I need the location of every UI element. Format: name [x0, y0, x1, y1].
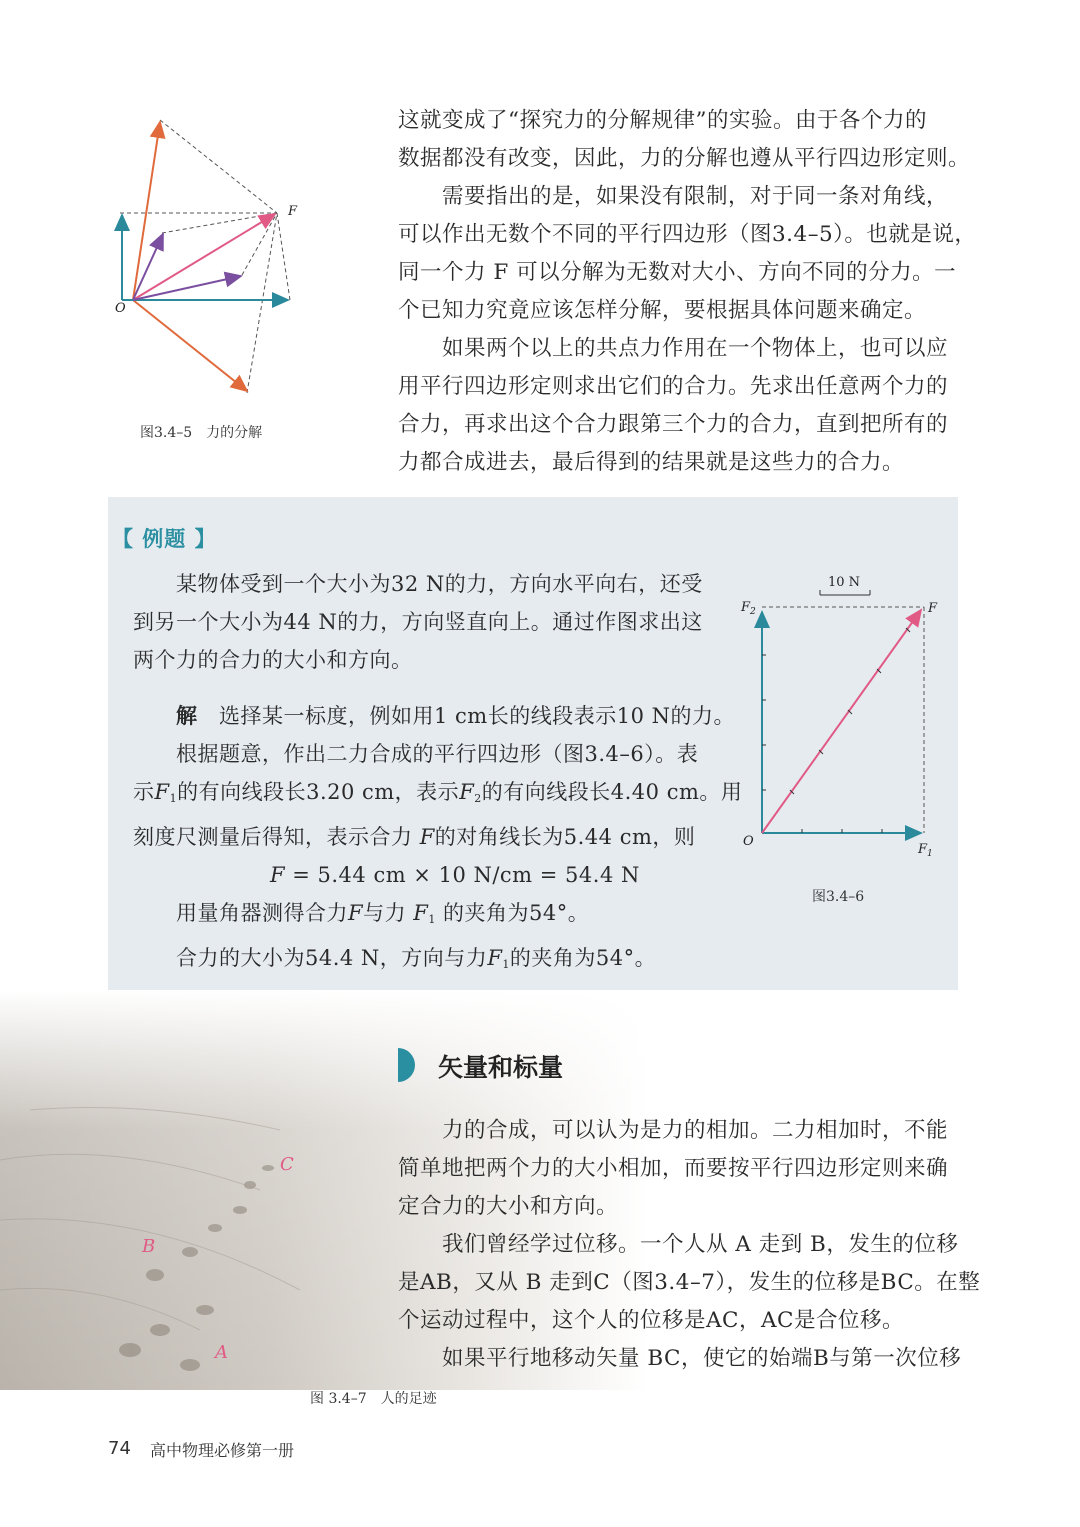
text-line: 力都合成进去，最后得到的结果就是这些力的合力。	[398, 450, 905, 475]
text-line: 定合力的大小和方向。	[398, 1194, 619, 1219]
solution-label: 解	[176, 704, 198, 728]
resultant-force-arrow	[133, 214, 275, 300]
text-line: 合力，再求出这个合力跟第三个力的合力，直到把所有的	[398, 412, 949, 437]
text-line: 个已知力究竟应该怎样分解，要根据具体问题来确定。	[398, 298, 927, 323]
equation: F = 5.44 cm × 10 N/cm = 54.4 N	[270, 863, 640, 887]
svg-text:10 N: 10 N	[828, 575, 861, 590]
page-number: 74	[108, 1438, 131, 1459]
label-F2: $F_2$	[741, 600, 756, 617]
text-line: 用平行四边形定则求出它们的合力。先求出任意两个力的	[398, 374, 949, 399]
text-line: 某物体受到一个大小为32 N的力，方向水平向右，还受	[133, 572, 703, 596]
text-line: 同一个力 F 可以分解为无数对大小、方向不同的分力。一	[398, 260, 957, 285]
text-line: 个运动过程中，这个人的位移是AC，AC是合位移。	[398, 1308, 904, 1333]
text-line: 需要指出的是，如果没有限制，对于同一条对角线，	[398, 184, 949, 209]
label-O: O	[743, 834, 754, 849]
text-line: 如果两个以上的共点力作用在一个物体上，也可以应	[398, 336, 949, 361]
text-line: 简单地把两个力的大小相加，而要按平行四边形定则来确	[398, 1156, 949, 1181]
component-purple-lower	[133, 276, 241, 300]
section-marker-icon	[398, 1048, 424, 1082]
text-line: 刻度尺测量后得知，表示合力 F的对角线长为5.44 cm，则	[133, 825, 696, 849]
text-line: 到另一个大小为44 N的力，方向竖直向上。通过作图求出这	[133, 610, 703, 634]
text-line: 解 选择某一标度，例如用1 cm长的线段表示10 N的力。	[176, 704, 735, 728]
figure-caption-3-4-7: 图 3.4–7 人的足迹	[310, 1391, 437, 1407]
text-line: 这就变成了“探究力的分解规律”的实验。由于各个力的	[398, 108, 927, 133]
text-line: 我们曾经学过位移。一个人从 A 走到 B，发生的位移	[398, 1232, 959, 1257]
intro-text	[398, 102, 976, 482]
text-line: 力的合成，可以认为是力的相加。二力相加时，不能	[398, 1118, 949, 1143]
label-C: C	[280, 1154, 294, 1175]
text-line: 是AB，又从 B 走到C（图3.4–7），发生的位移是BC。在整	[398, 1270, 981, 1295]
label-F1: $F_1$	[918, 842, 933, 859]
figure-force-decomposition	[105, 105, 320, 405]
label-F: F	[288, 204, 298, 219]
label-F: F	[928, 601, 938, 616]
figure-caption-3-4-6: 图3.4–6	[812, 889, 865, 905]
text-line: 根据题意，作出二力合成的平行四边形（图3.4–6）。表	[133, 742, 699, 766]
example-tab-edge	[300, 497, 340, 519]
label-B: B	[142, 1236, 156, 1257]
arrow-F	[762, 610, 921, 833]
text-line: 数据都没有改变，因此，力的分解也遵从平行四边形定则。	[398, 146, 971, 171]
component-orange-up	[133, 122, 160, 300]
figure-caption-3-4-5: 图3.4–5 力的分解	[140, 425, 263, 441]
text-line: 示$F_1$的有向线段长3.20 cm，表示$F_2$的有向线段长4.40 cm。用	[133, 780, 743, 805]
vector-text	[398, 1112, 980, 1378]
figure-force-composition	[735, 565, 955, 865]
text-line: 可以作出无数个不同的平行四边形（图3.4–5）。也就是说，	[398, 222, 977, 247]
section-title: 矢量和标量	[438, 1053, 564, 1082]
book-title: 高中物理必修第一册	[150, 1441, 295, 1460]
text-line: 两个力的合力的大小和方向。	[133, 648, 413, 672]
example-problem	[133, 565, 703, 679]
text-line: 用量角器测得合力F与力 $F_1$ 的夹角为54°。	[133, 901, 590, 926]
text-line: 合力的大小为54.4 N，方向与力$F_1$的夹角为54°。	[133, 946, 657, 971]
text-line: 如果平行地移动矢量 BC，使它的始端B与第一次位移	[398, 1346, 962, 1371]
example-tag: 【 例题 】	[112, 527, 217, 551]
scale-bar	[820, 575, 870, 595]
example-solution	[133, 697, 742, 984]
label-O: O	[115, 301, 126, 316]
component-orange-down	[133, 300, 247, 391]
label-A: A	[215, 1342, 228, 1363]
